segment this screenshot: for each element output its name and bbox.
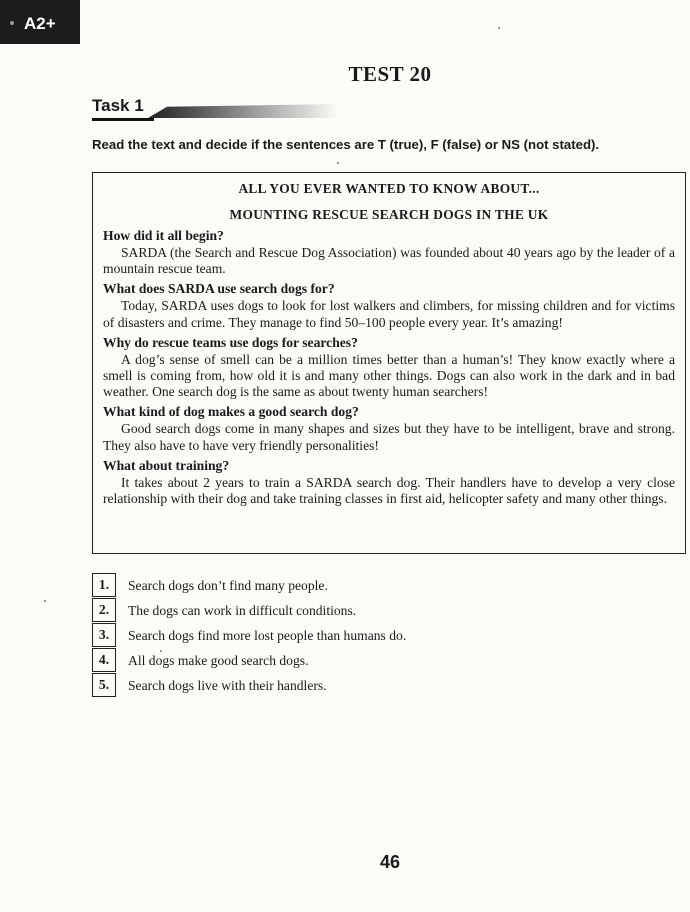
print-speck [498, 27, 500, 29]
section-answer: SARDA (the Search and Rescue Dog Association) was founded about 40 years ago by the leader of a mountain rescue team. [103, 245, 675, 277]
section-question: What about training? [103, 457, 230, 473]
statement-text: Search dogs find more lost people than humans do. [128, 628, 407, 643]
statement-list [92, 573, 512, 698]
print-speck [337, 162, 339, 164]
statement-item [92, 598, 512, 623]
section-answer: A dog’s sense of smell can be a million times better than a human’s! They know exactly where a smell is coming from, how old it is and many other things. Dogs can also work in the dark and in bad weather. One search dog is the same as about twenty human searchers! [103, 351, 675, 400]
statement-number-box[interactable]: 4. [92, 648, 116, 672]
statement-item [92, 648, 512, 673]
task-heading [92, 96, 392, 120]
statement-item [92, 573, 512, 598]
section-question: Why do rescue teams use dogs for searches? [103, 334, 358, 350]
section-answer: It takes about 2 years to train a SARDA search dog. Their handlers have to develop a very close relationship with their dog and take training classes in first aid, helicopter safety and many other things. [103, 474, 675, 507]
statement-item [92, 673, 512, 698]
statement-item [92, 623, 512, 648]
statement-number-box[interactable]: 1. [92, 573, 116, 597]
task-instruction: Read the text and decide if the sentences are T (true), F (false) or NS (not stated). [92, 137, 600, 152]
print-speck [160, 650, 162, 652]
statement-text: Search dogs don’t find many people. [128, 578, 328, 593]
page-number: 46 [379, 852, 401, 872]
test-title: TEST 20 [348, 62, 432, 86]
section-question: How did it all begin? [103, 228, 224, 243]
statement-text: The dogs can work in difficult conditions. [128, 603, 357, 618]
level-badge-label: A2+ [24, 14, 56, 33]
article-title-line2: MOUNTING RESCUE SEARCH DOGS IN THE UK [229, 207, 549, 222]
statement-text: Search dogs live with their handlers. [128, 678, 327, 693]
task-underline [92, 118, 154, 121]
level-badge [0, 0, 80, 44]
statement-text: All dogs make good search dogs. [128, 653, 309, 668]
statement-number-box[interactable]: 5. [92, 673, 116, 697]
statement-number-box[interactable]: 2. [92, 598, 116, 622]
task-label: Task 1 [92, 96, 144, 115]
badge-dot-icon [10, 21, 14, 25]
section-question: What does SARDA use search dogs for? [103, 281, 335, 297]
statement-number-box[interactable]: 3. [92, 623, 116, 647]
task-decoration [148, 104, 338, 118]
reading-text-box [92, 172, 686, 554]
section-question: What kind of dog makes a good search dog? [103, 404, 359, 420]
print-speck [44, 600, 46, 602]
article-title-line1: ALL YOU EVER WANTED TO KNOW ABOUT... [238, 181, 540, 196]
section-answer: Today, SARDA uses dogs to look for lost walkers and climbers, for missing children and for victims of disasters and crime. They manage to find 50–100 people every year. It’s amazing! [103, 298, 675, 330]
section-answer: Good search dogs come in many shapes and sizes but they have to be intelligent, brave and strong. They also have to have very friendly personalities! [103, 421, 675, 453]
